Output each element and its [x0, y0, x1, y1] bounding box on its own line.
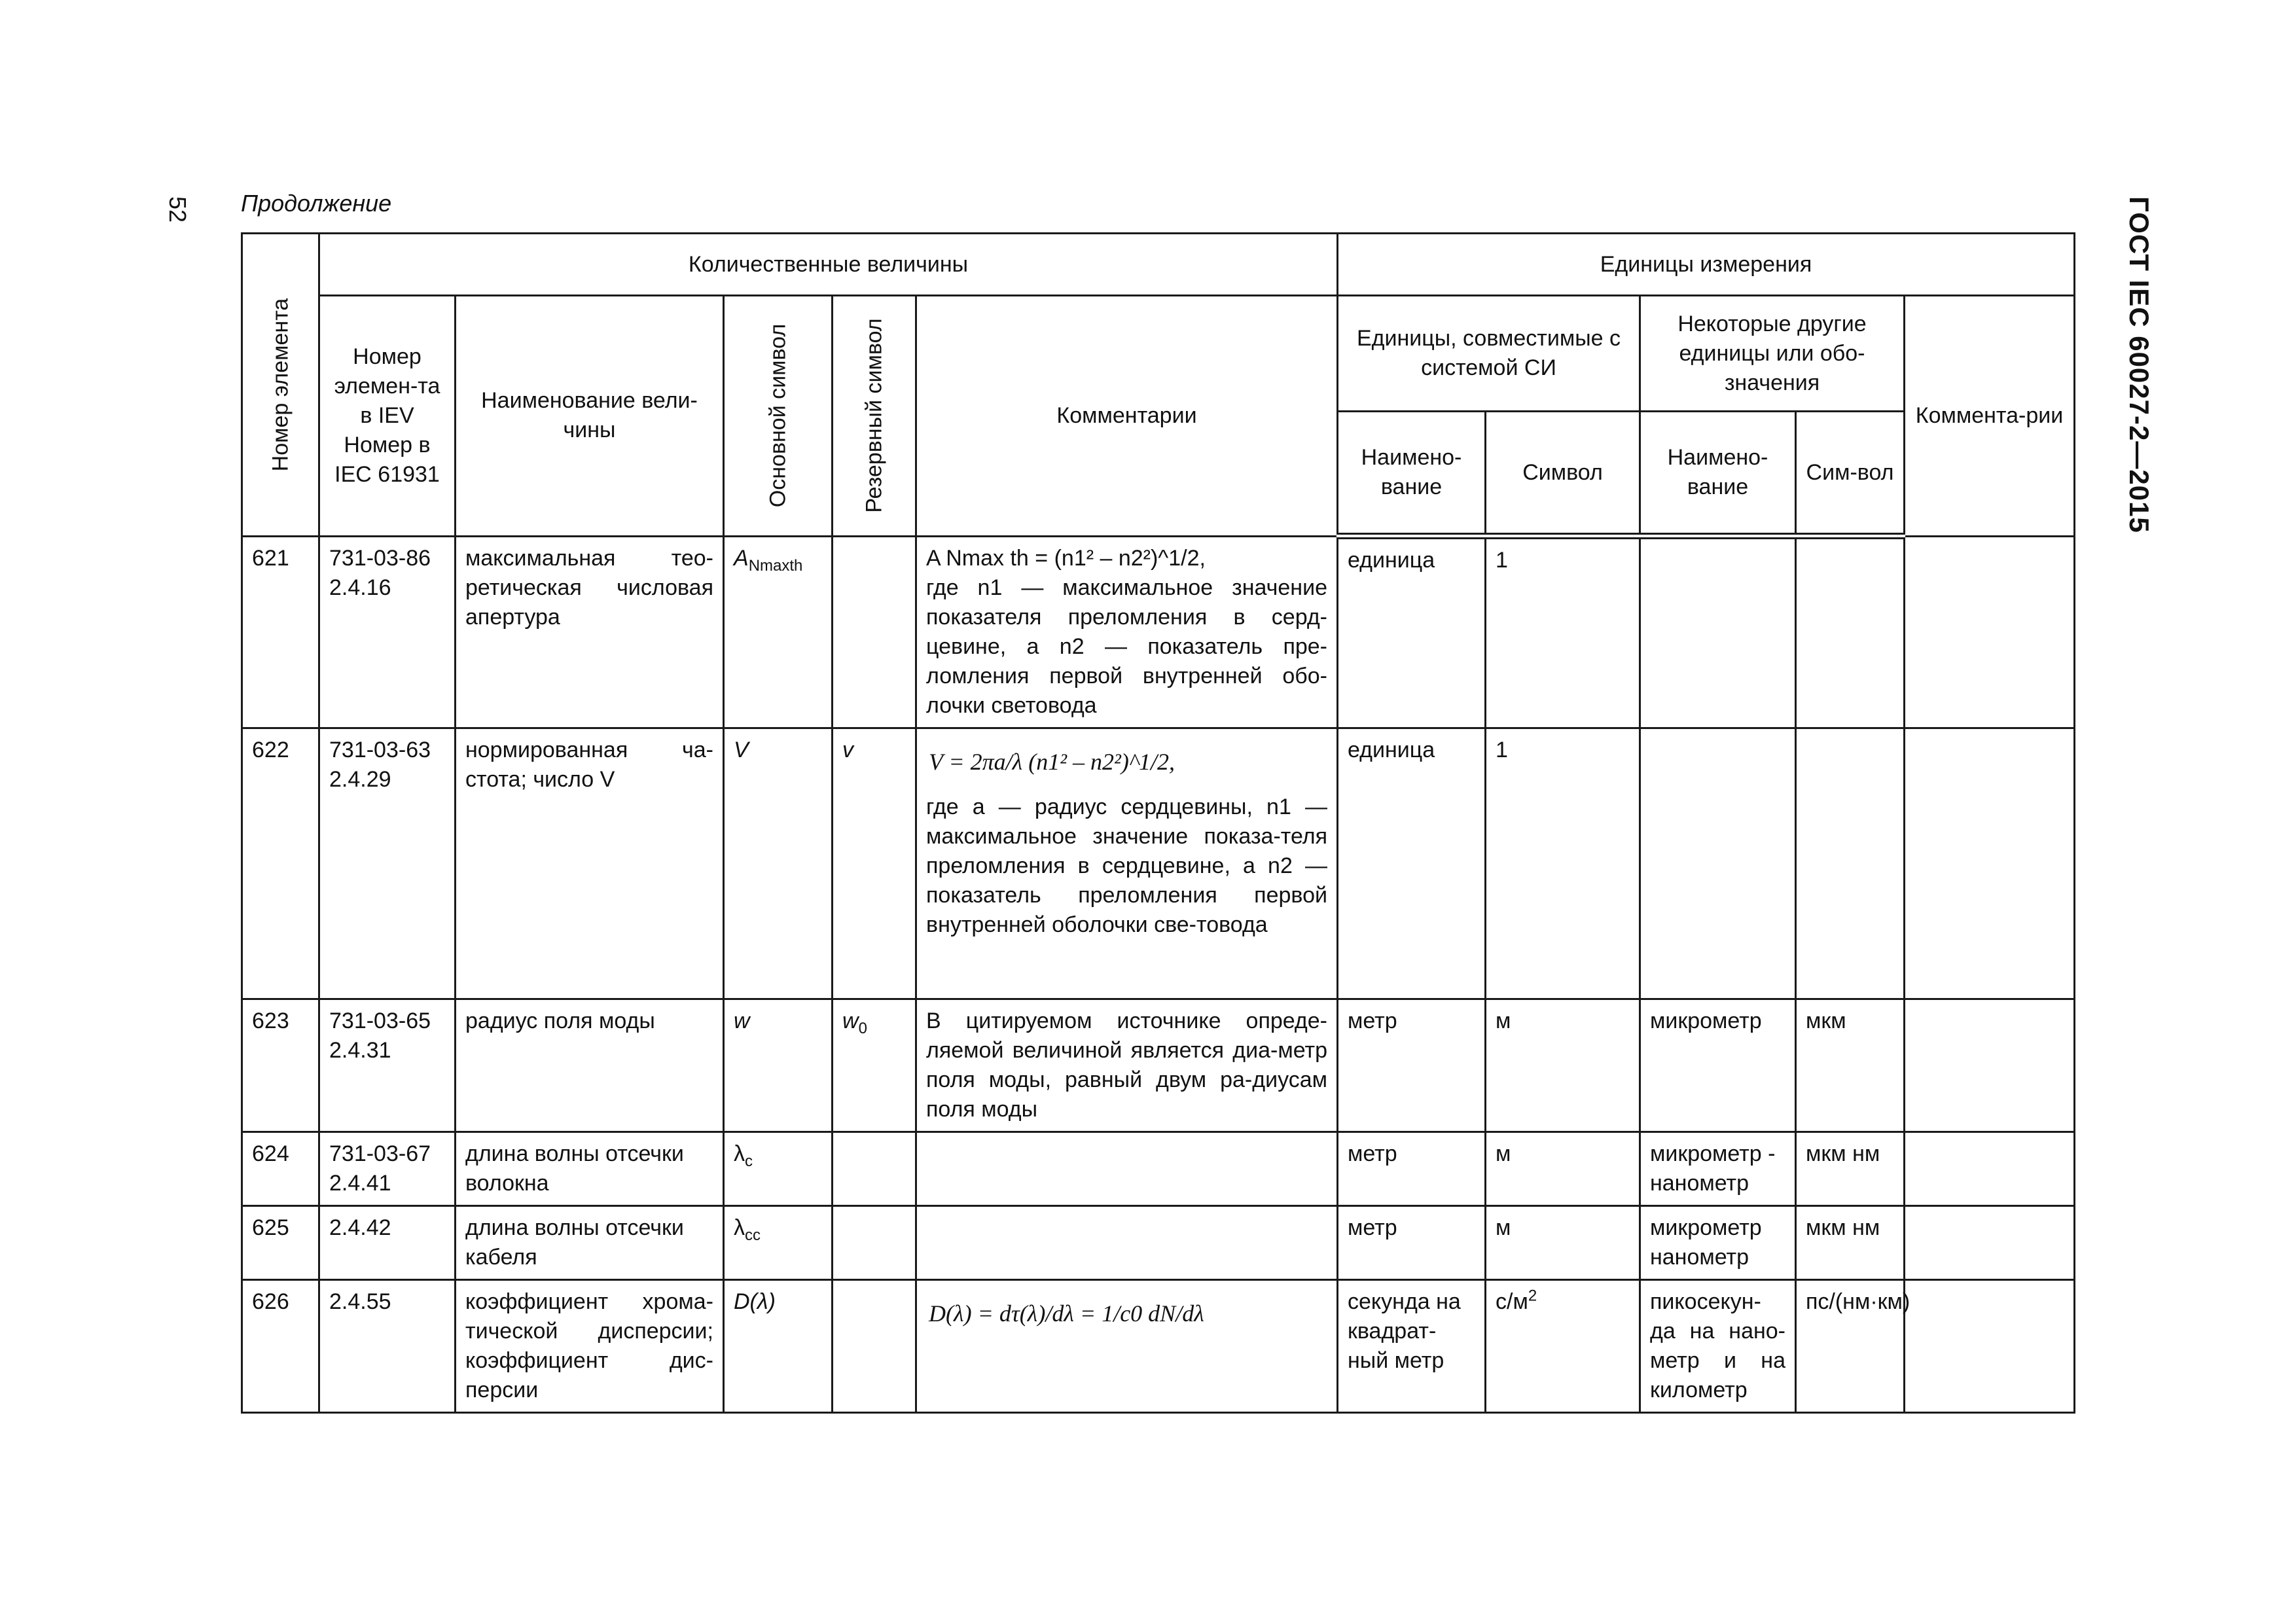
cell-iev: 731-03-63 2.4.29	[319, 728, 456, 999]
cell-other-symbol: мкм	[1796, 999, 1905, 1132]
cell-name: нормированная ча-стота; число V	[456, 728, 724, 999]
cell-si-name: метр	[1338, 1132, 1486, 1205]
standard-designation: ГОСТ IEC 60027-2—2015	[2124, 196, 2155, 533]
cell-number: 625	[242, 1205, 319, 1279]
cell-comment-units	[1905, 1205, 2075, 1279]
cell-si-symbol: 1	[1486, 536, 1640, 728]
header-si-units: Единицы, совместимые с системой СИ	[1338, 296, 1640, 412]
cell-si-symbol: $с/м^2$	[1486, 1279, 1640, 1412]
header-other-units: Некоторые другие единицы или обо-значения	[1640, 296, 1905, 412]
table-row	[242, 1205, 2075, 1279]
cell-symbol: D(λ)	[724, 1279, 833, 1412]
cell-reserve	[833, 1132, 916, 1205]
cell-iev: 731-03-67 2.4.41	[319, 1132, 456, 1205]
cell-other-name: микрометр - нанометр	[1640, 1132, 1796, 1205]
cell-si-name: метр	[1338, 999, 1486, 1132]
cell-reserve	[833, 1279, 916, 1412]
cell-comment: V = 2πa/λ (n1² – n2²)^1/2, где a — радиус сердцевины, n1 — максимальное значение показа-теля преломления в сердцевине, а n2 — показатель преломления первой внутренней оболочки све-товода	[916, 728, 1338, 999]
quantities-table	[241, 232, 2075, 1414]
cell-comment: A Nmax th = (n1² – n2²)^1/2, где n1 — максимальное значение показателя преломления в серд-цевине, а n2 — показатель пре-ломления первой внутренней обо-лочки световода	[916, 536, 1338, 728]
running-head: Продолжение	[241, 190, 392, 217]
cell-name: коэффициент хрома-тической дисперсии; коэффициент дис-персии	[456, 1279, 724, 1412]
cell-other-symbol: пс/(нм·км)	[1796, 1279, 1905, 1412]
page-number: 52	[164, 196, 191, 223]
cell-comment-units	[1905, 1279, 2075, 1412]
cell-iev: 2.4.55	[319, 1279, 456, 1412]
cell-other-name	[1640, 728, 1796, 999]
formula-aperture: A Nmax th = (n1² – n2²)^1/2,	[926, 545, 1206, 571]
cell-si-symbol: 1	[1486, 728, 1640, 999]
header-comments-units: Коммента-рии	[1905, 296, 2075, 537]
cell-si-symbol: м	[1486, 1132, 1640, 1205]
cell-number: 626	[242, 1279, 319, 1412]
cell-other-name	[1640, 536, 1796, 728]
table-row	[242, 728, 2075, 999]
header-reserve-symbol: Резервный символ	[833, 296, 916, 537]
cell-comment	[916, 1132, 1338, 1205]
cell-number: 623	[242, 999, 319, 1132]
cell-number: 621	[242, 536, 319, 728]
cell-number: 622	[242, 728, 319, 999]
cell-number: 624	[242, 1132, 319, 1205]
cell-name: максимальная тео-ретическая числовая апертура	[456, 536, 724, 728]
cell-other-symbol	[1796, 536, 1905, 728]
cell-iev: 2.4.42	[319, 1205, 456, 1279]
cell-other-name: микрометр нанометр	[1640, 1205, 1796, 1279]
cell-other-symbol: мкм нм	[1796, 1205, 1905, 1279]
cell-reserve	[833, 1205, 916, 1279]
header-comments: Комментарии	[916, 296, 1338, 537]
cell-symbol: $A_{Nmaxth}$	[724, 536, 833, 728]
cell-name: длина волны отсечки волокна	[456, 1132, 724, 1205]
header-units: Единицы измерения	[1338, 234, 2075, 296]
header-element-number: Номер элемента	[242, 234, 319, 537]
header-iev-iec: Номер элемен-та в IEV Номер в IEC 61931	[319, 296, 456, 537]
cell-comment-units	[1905, 1132, 2075, 1205]
cell-other-name: пикосекун-да на нано-метр и на километр	[1640, 1279, 1796, 1412]
header-main-symbol: Основной символ	[724, 296, 833, 537]
header-other-symbol: Сим-вол	[1796, 412, 1905, 537]
cell-other-symbol	[1796, 728, 1905, 999]
header-quantity-name: Наименование вели-чины	[456, 296, 724, 537]
cell-other-name: микрометр	[1640, 999, 1796, 1132]
header-other-name: Наимено-вание	[1640, 412, 1796, 537]
cell-reserve	[833, 536, 916, 728]
cell-comment	[916, 1279, 1338, 1412]
cell-reserve: $w_0$	[833, 999, 916, 1132]
cell-comment	[916, 1205, 1338, 1279]
cell-comment-units	[1905, 536, 2075, 728]
cell-si-name: единица	[1338, 728, 1486, 999]
formula-normalized-frequency: V = 2πa/λ (n1² – n2²)^1/2,	[929, 748, 1175, 775]
cell-symbol: $\lambda_{cc}$	[724, 1205, 833, 1279]
table-row	[242, 536, 2075, 728]
cell-comment-units	[1905, 728, 2075, 999]
cell-si-name: секунда на квадрат-ный метр	[1338, 1279, 1486, 1412]
cell-symbol: V	[724, 728, 833, 999]
table-header	[242, 234, 2075, 537]
cell-other-symbol: мкм нм	[1796, 1132, 1905, 1205]
cell-si-symbol: м	[1486, 1205, 1640, 1279]
formula-dispersion: D(λ) = dτ(λ)/dλ = 1/c0 dN/dλ	[929, 1300, 1204, 1327]
table-row	[242, 1279, 2075, 1412]
cell-iev: 731-03-65 2.4.31	[319, 999, 456, 1132]
cell-comment-units	[1905, 999, 2075, 1132]
table-row	[242, 1132, 2075, 1205]
header-si-symbol: Символ	[1486, 412, 1640, 537]
cell-si-name: метр	[1338, 1205, 1486, 1279]
cell-si-name: единица	[1338, 536, 1486, 728]
cell-comment: В цитируемом источнике опреде-ляемой величиной является диа-метр поля моды, равный двум ра-диусам поля моды	[916, 999, 1338, 1132]
cell-name: длина волны отсечки кабеля	[456, 1205, 724, 1279]
cell-reserve: v	[833, 728, 916, 999]
cell-symbol: $\lambda_c$	[724, 1132, 833, 1205]
cell-name: радиус поля моды	[456, 999, 724, 1132]
table-row	[242, 999, 2075, 1132]
cell-iev: 731-03-86 2.4.16	[319, 536, 456, 728]
cell-si-symbol: м	[1486, 999, 1640, 1132]
cell-symbol: w	[724, 999, 833, 1132]
header-quantities: Количественные величины	[319, 234, 1338, 296]
header-si-name: Наимено-вание	[1338, 412, 1486, 537]
